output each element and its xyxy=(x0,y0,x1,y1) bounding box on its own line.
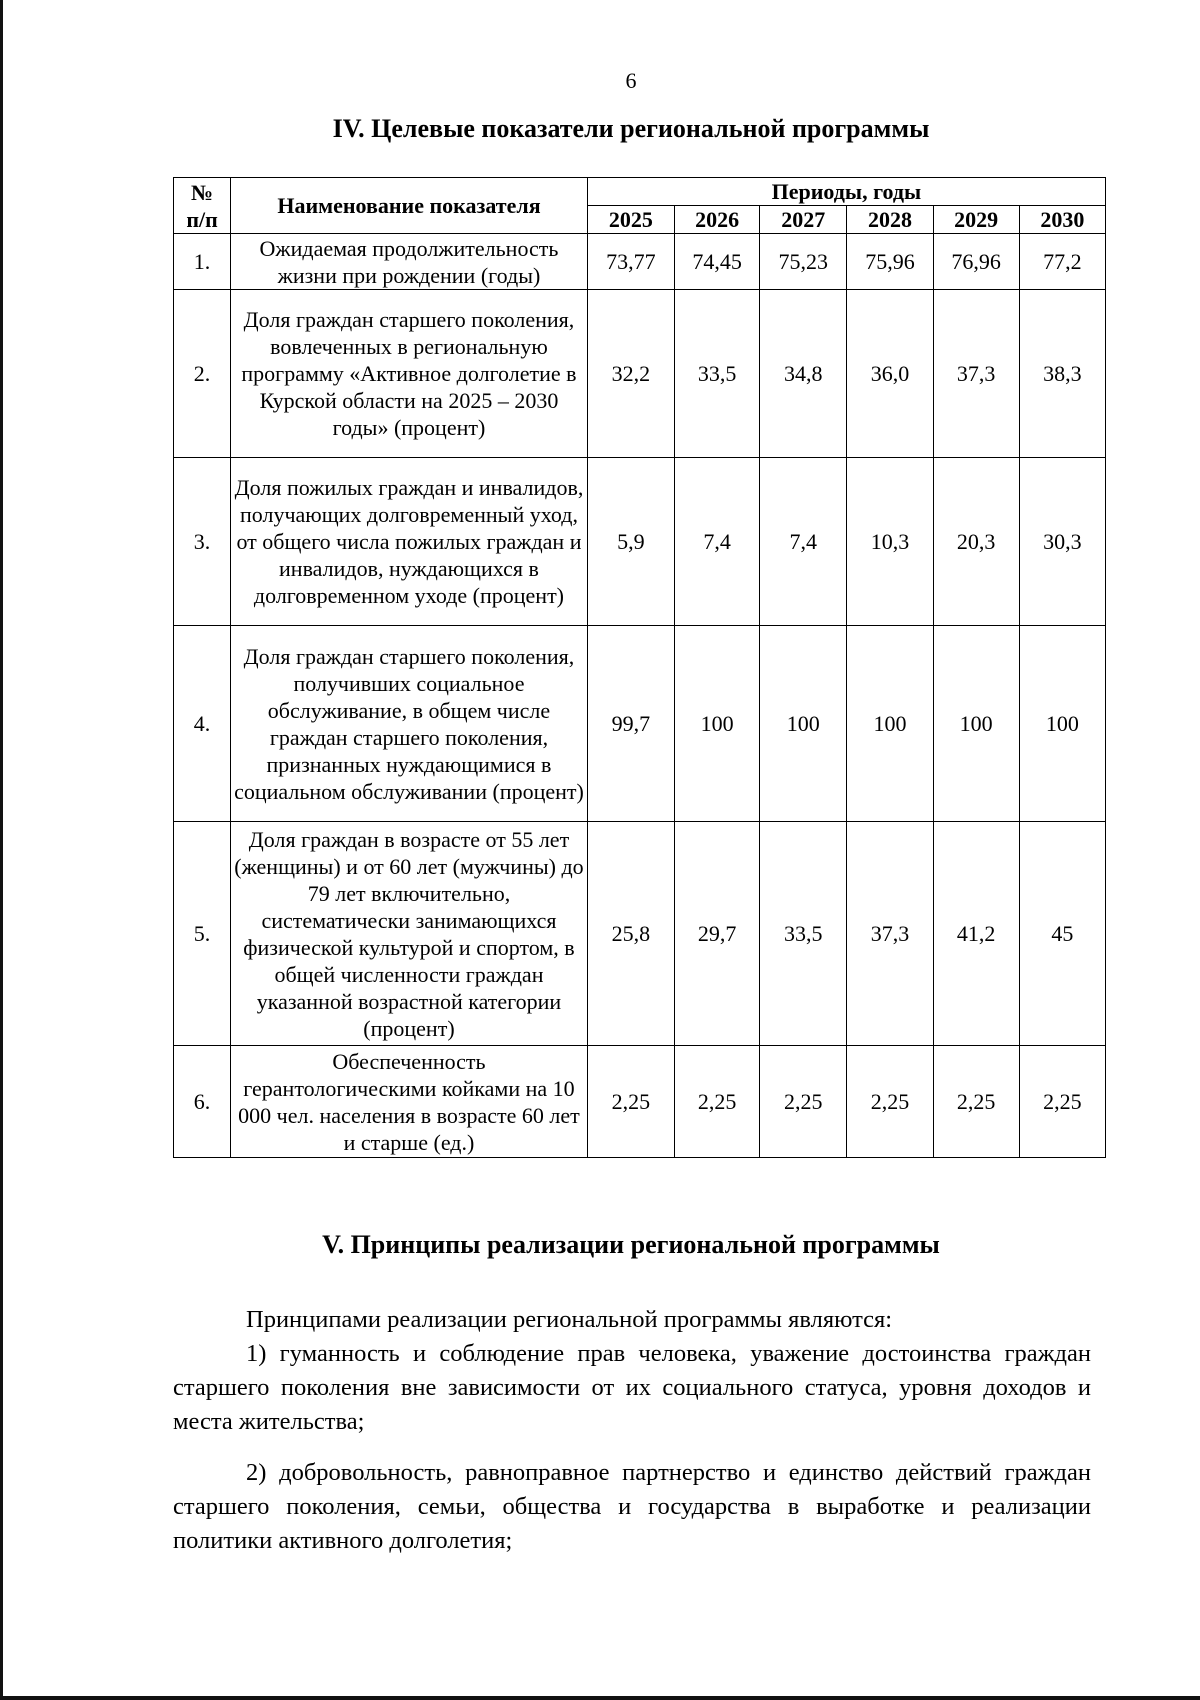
value-cell: 2,25 xyxy=(847,1046,933,1158)
value-cell: 77,2 xyxy=(1019,234,1105,290)
header-year: 2029 xyxy=(933,206,1019,234)
value-cell: 2,25 xyxy=(933,1046,1019,1158)
value-cell: 32,2 xyxy=(587,290,674,458)
value-cell: 99,7 xyxy=(587,626,674,822)
value-cell: 41,2 xyxy=(933,822,1019,1046)
value-cell: 37,3 xyxy=(933,290,1019,458)
value-cell: 100 xyxy=(1019,626,1105,822)
principles-intro: Принципами реализации региональной программы являются: xyxy=(246,1306,893,1333)
header-number-sign: № xyxy=(191,179,214,205)
page-number: 6 xyxy=(625,68,637,93)
value-cell: 10,3 xyxy=(847,458,933,626)
indicators-table xyxy=(173,177,1106,1158)
table-row xyxy=(174,458,1106,626)
scan-border-left xyxy=(0,0,3,1700)
indicator-name: Доля граждан старшего поколения, получивших социальное обслуживание, в общем числе граждан старшего поколения, признанных нуждающимися в социальном обслуживании (процент) xyxy=(231,626,588,822)
principle-item: 1) гуманность и соблюдение прав человека, уважение достоинства граждан старшего поколения вне зависимости от их социального статуса, уровня доходов и места жительства; xyxy=(173,1340,1091,1435)
table-row xyxy=(174,234,1106,290)
value-cell: 29,7 xyxy=(675,822,760,1046)
indicator-name: Доля пожилых граждан и инвалидов, получающих долговременный уход, от общего числа пожилых граждан и инвалидов, нуждающихся в долговременном уходе (процент) xyxy=(231,458,588,626)
section-4-heading: IV. Целевые показатели региональной программы xyxy=(332,114,930,143)
value-cell: 38,3 xyxy=(1019,290,1105,458)
header-year: 2030 xyxy=(1019,206,1105,234)
value-cell: 2,25 xyxy=(587,1046,674,1158)
table-row xyxy=(174,822,1106,1046)
value-cell: 2,25 xyxy=(1019,1046,1105,1158)
indicator-name: Доля граждан старшего поколения, вовлеченных в региональную программу «Активное долголетие в Курской области на 2025 – 2030 годы» (процент) xyxy=(231,290,588,458)
value-cell: 73,77 xyxy=(587,234,674,290)
value-cell: 30,3 xyxy=(1019,458,1105,626)
section-5-heading: V. Принципы реализации региональной программы xyxy=(322,1230,940,1259)
value-cell: 100 xyxy=(847,626,933,822)
row-number: 2. xyxy=(174,290,231,458)
row-number: 3. xyxy=(174,458,231,626)
header-periods: Периоды, годы xyxy=(587,178,1105,206)
value-cell: 5,9 xyxy=(587,458,674,626)
header-indicator-name: Наименование показателя xyxy=(231,178,588,234)
value-cell: 45 xyxy=(1019,822,1105,1046)
value-cell: 100 xyxy=(933,626,1019,822)
value-cell: 7,4 xyxy=(675,458,760,626)
header-year: 2027 xyxy=(760,206,847,234)
value-cell: 37,3 xyxy=(847,822,933,1046)
value-cell: 2,25 xyxy=(760,1046,847,1158)
row-number: 1. xyxy=(174,234,231,290)
table-row xyxy=(174,626,1106,822)
value-cell: 100 xyxy=(760,626,847,822)
header-year: 2026 xyxy=(675,206,760,234)
header-year: 2025 xyxy=(587,206,674,234)
value-cell: 7,4 xyxy=(760,458,847,626)
indicator-name: Доля граждан в возрасте от 55 лет (женщины) и от 60 лет (мужчины) до 79 лет включительно, систематически занимающихся физической культурой и спортом, в общей численности граждан указанной возрастной категории (процент) xyxy=(231,822,588,1046)
value-cell: 75,23 xyxy=(760,234,847,290)
value-cell: 25,8 xyxy=(587,822,674,1046)
row-number: 6. xyxy=(174,1046,231,1158)
row-number: 5. xyxy=(174,822,231,1046)
value-cell: 75,96 xyxy=(847,234,933,290)
principle-item: 2) добровольность, равноправное партнерство и единство действий граждан старшего поколения, семьи, общества и государства в выработке и реализации политики активного долголетия; xyxy=(173,1459,1091,1554)
indicator-name: Ожидаемая продолжительность жизни при рождении (годы) xyxy=(231,234,588,290)
scan-border-bottom xyxy=(0,1696,1200,1700)
table-row xyxy=(174,1046,1106,1158)
indicator-name: Обеспеченность герантологическими койками на 10 000 чел. населения в возрасте 60 лет и старше (ед.) xyxy=(231,1046,588,1158)
value-cell: 100 xyxy=(675,626,760,822)
value-cell: 2,25 xyxy=(675,1046,760,1158)
value-cell: 36,0 xyxy=(847,290,933,458)
value-cell: 33,5 xyxy=(675,290,760,458)
header-row-number xyxy=(174,178,231,234)
value-cell: 33,5 xyxy=(760,822,847,1046)
table-row xyxy=(174,290,1106,458)
value-cell: 74,45 xyxy=(675,234,760,290)
value-cell: 76,96 xyxy=(933,234,1019,290)
header-pp: п/п xyxy=(186,206,218,232)
value-cell: 34,8 xyxy=(760,290,847,458)
value-cell: 20,3 xyxy=(933,458,1019,626)
header-year: 2028 xyxy=(847,206,933,234)
row-number: 4. xyxy=(174,626,231,822)
